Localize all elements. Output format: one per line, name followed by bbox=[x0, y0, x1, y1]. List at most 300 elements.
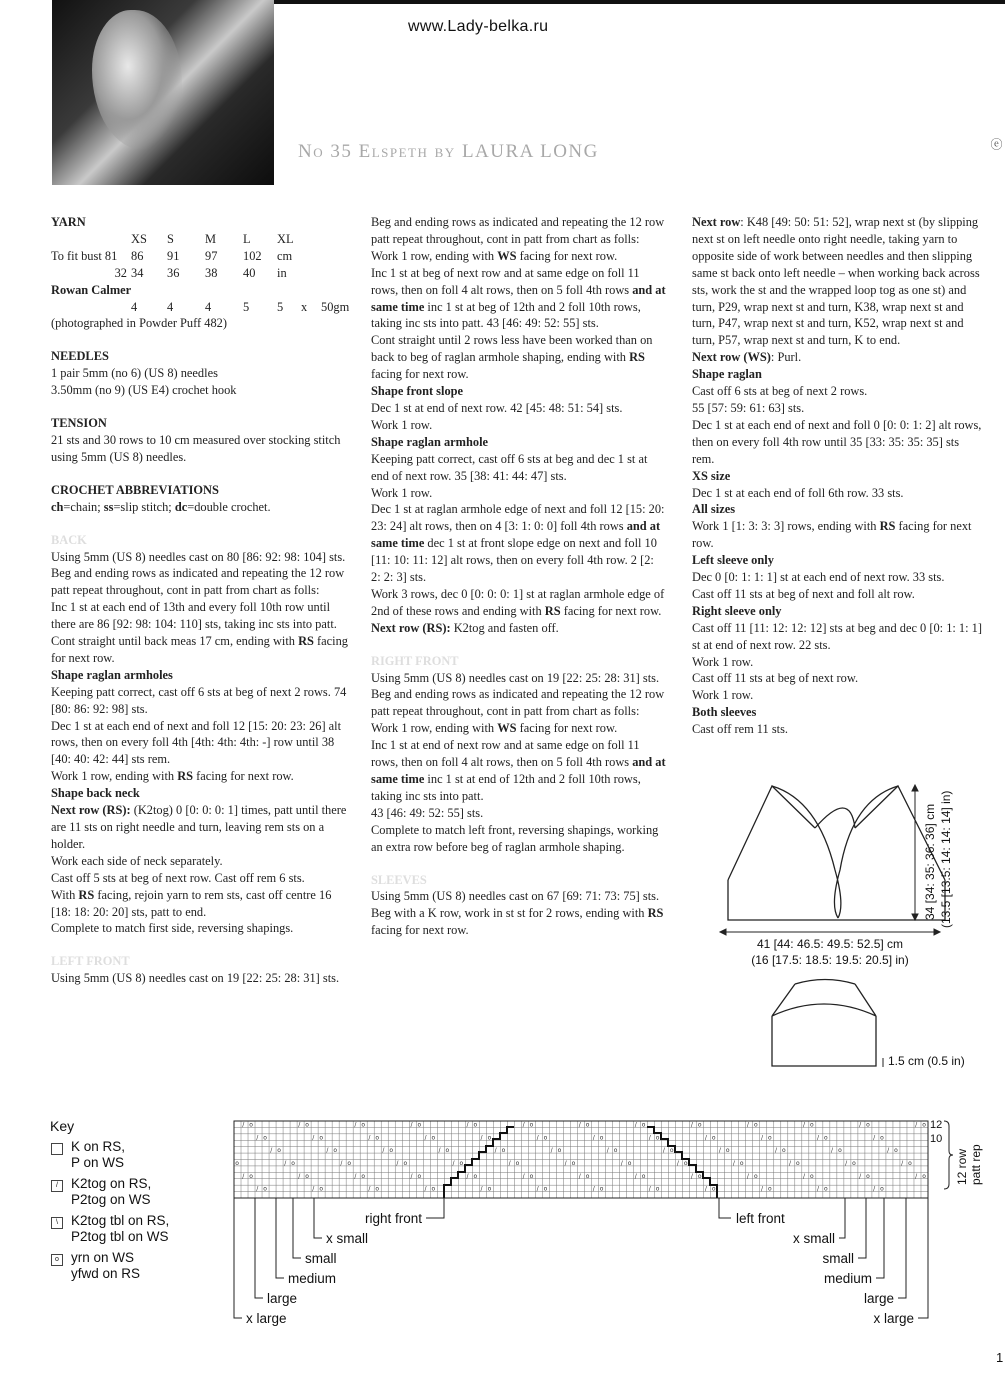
stitch-symbol: / bbox=[760, 1185, 763, 1193]
ball-weight: 50gm bbox=[321, 299, 350, 314]
stitch-symbol: o bbox=[697, 1172, 702, 1180]
instruction: Beg and ending rows as indicated and repeating the 12 row patt repeat throughout, cont in patt from chart as folls: bbox=[371, 215, 665, 246]
size-xs: XS bbox=[131, 231, 147, 246]
instruction: Work 1 [1: 3: 3: 3] rows, ending with RS facing for next row. bbox=[692, 519, 972, 551]
stitch-symbol: o bbox=[333, 1147, 338, 1155]
page-number: 1 bbox=[996, 1350, 1004, 1365]
size-label-right: x large bbox=[873, 1311, 914, 1326]
key-title: Key bbox=[50, 1118, 75, 1134]
site-url[interactable]: www.Lady-belka.ru bbox=[408, 18, 549, 35]
stitch-symbol: o bbox=[557, 1147, 562, 1155]
instruction: Complete to match first side, reversing shapings. bbox=[51, 921, 294, 936]
stitch-symbol: o bbox=[641, 1121, 646, 1129]
stitch-symbol: o bbox=[655, 1134, 660, 1142]
stitch-symbol: / bbox=[578, 1121, 581, 1129]
stitch-symbol: / bbox=[873, 1185, 876, 1193]
size-label-right: small bbox=[822, 1251, 854, 1266]
stitch-symbol: o bbox=[866, 1172, 870, 1180]
size-l: L bbox=[243, 231, 251, 246]
leader-medium-right bbox=[876, 1198, 884, 1278]
stitch-symbol: o bbox=[753, 1172, 758, 1180]
height-in-label: (13.5 [13.5: 14: 14: 14] in) bbox=[939, 790, 953, 928]
leader-small-right bbox=[858, 1198, 866, 1258]
instruction: Cast off 5 sts at beg of next row. Cast off rem 6 sts. bbox=[51, 870, 305, 885]
stitch-symbol: / bbox=[312, 1134, 315, 1142]
stitch-symbol: o bbox=[543, 1185, 548, 1193]
subheading: XS size bbox=[692, 468, 731, 483]
stitch-symbol: / bbox=[592, 1134, 595, 1142]
needles-line: 3.50mm (no 9) (US E4) crochet hook bbox=[51, 383, 237, 398]
garment-schematic bbox=[700, 770, 990, 1080]
column-1 bbox=[51, 214, 351, 987]
instruction: Cast off 11 sts at beg of next and foll alt row. bbox=[692, 586, 915, 601]
yarn-table bbox=[51, 231, 351, 282]
front-edge-curves bbox=[772, 786, 898, 918]
stitch-symbol: / bbox=[634, 1121, 637, 1129]
stitch-symbol: / bbox=[480, 1185, 483, 1193]
width-cm-label: 41 [44: 46.5: 49.5: 52.5] cm bbox=[756, 937, 904, 951]
instruction: Cast off 11 sts at beg of next row. bbox=[692, 671, 859, 686]
instruction: Dec 1 st at each end of next and foll 0 [0: 0: 1: 2] alt rows, then on every foll 4th row until 35 [33: 35: 35: 35] sts rem. bbox=[692, 417, 982, 466]
stitch-symbol: / bbox=[690, 1172, 693, 1180]
stitch-symbol: / bbox=[606, 1147, 609, 1155]
instruction: Dec 0 [0: 1: 1: 1] st at each end of next row. 33 sts. bbox=[692, 570, 945, 585]
height-cm-label: 34 [34: 35: 36: 36] cm bbox=[923, 803, 937, 920]
stitch-symbol: / bbox=[704, 1185, 707, 1193]
instruction: Keeping patt correct, cast off 6 sts at beg and dec 1 st at end of next row. 35 [38: 41: 44: 47] sts. bbox=[371, 451, 648, 483]
width-in-label: (16 [17.5: 18.5: 19.5: 20.5] in) bbox=[751, 953, 909, 967]
stitch-symbol: o bbox=[922, 1172, 926, 1180]
stitch-symbol: o bbox=[852, 1159, 856, 1167]
stitch-symbol: o bbox=[473, 1172, 478, 1180]
stitch-symbol: / bbox=[915, 1172, 918, 1180]
size-xl: XL bbox=[277, 231, 294, 246]
stitch-symbol: o bbox=[291, 1159, 295, 1167]
yarn-over-symbol-icon: o bbox=[51, 1254, 63, 1266]
size-label-left: x large bbox=[246, 1311, 287, 1326]
subheading: Shape front slope bbox=[371, 384, 464, 399]
tension-heading: TENSION bbox=[51, 416, 107, 431]
stitch-symbol: / bbox=[704, 1134, 707, 1142]
instruction: Beg and ending rows as indicated and repeating the 12 row patt repeat throughout, cont in patt from chart as folls: bbox=[51, 566, 345, 598]
stitch-symbol: / bbox=[256, 1134, 259, 1142]
stitch-symbol: / bbox=[788, 1159, 792, 1167]
stitch-symbol: / bbox=[648, 1185, 651, 1193]
stitch-symbol: / bbox=[410, 1121, 413, 1129]
instruction: Next row (WS): Purl. bbox=[692, 350, 802, 365]
leader-x-small bbox=[314, 1198, 322, 1238]
stitch-symbol: / bbox=[522, 1121, 525, 1129]
stitch-symbol: / bbox=[817, 1134, 820, 1142]
stitch-symbol: / bbox=[354, 1121, 357, 1129]
stitch-symbol: o bbox=[235, 1159, 239, 1167]
stitch-symbol: o bbox=[613, 1147, 618, 1155]
stitch-symbol: / bbox=[817, 1185, 820, 1193]
size-m: M bbox=[205, 231, 217, 246]
stitch-symbol: / bbox=[424, 1185, 427, 1193]
instruction: Keeping patt correct, cast off 6 sts at beg of next 2 rows. 74 [80: 86: 92: 98] sts. bbox=[51, 684, 347, 716]
chart-stitch-symbols bbox=[235, 1121, 926, 1192]
stitch-symbol: o bbox=[585, 1121, 590, 1129]
instruction: Cast off 11 [11: 12: 12: 12] sts at beg and dec 0 [0: 1: 1: 1] st at end of next row. 22 sts. bbox=[692, 620, 982, 652]
instruction: Work 1 row, ending with RS facing for next row. bbox=[51, 769, 294, 784]
crochet-heading: CROCHET ABBREVIATIONS bbox=[51, 482, 219, 497]
ball-count: 5 bbox=[243, 299, 250, 314]
stitch-symbol: / bbox=[438, 1147, 441, 1155]
stitch-symbol: o bbox=[767, 1185, 772, 1193]
stitch-symbol: / bbox=[242, 1172, 245, 1180]
stitch-symbol: / bbox=[508, 1159, 511, 1167]
stitch-symbol: / bbox=[746, 1121, 749, 1129]
stitch-symbol: / bbox=[452, 1159, 455, 1167]
stitch-symbol: o bbox=[501, 1147, 506, 1155]
stitch-symbol: / bbox=[592, 1185, 595, 1193]
stitch-symbol: / bbox=[803, 1121, 806, 1129]
stitch-symbol: o bbox=[810, 1121, 814, 1129]
stitch-symbol: o bbox=[515, 1159, 520, 1167]
instruction: Work 1 row, ending with WS facing for next row. bbox=[371, 248, 618, 263]
stitch-symbol: / bbox=[466, 1121, 469, 1129]
stitch-symbol: / bbox=[620, 1159, 623, 1167]
stitch-symbol: / bbox=[915, 1121, 918, 1129]
size-label-left: large bbox=[267, 1291, 298, 1306]
photo-note: (photographed in Powder Puff 482) bbox=[51, 316, 227, 331]
shoulder-outline bbox=[728, 786, 945, 880]
subheading: All sizes bbox=[692, 502, 736, 517]
instruction: Dec 1 st at each end of foll 6th row. 33 sts. bbox=[692, 485, 904, 500]
leader-x-large-right bbox=[918, 1198, 928, 1318]
stitch-symbol: o bbox=[529, 1121, 534, 1129]
bust-cm: 86 bbox=[131, 248, 144, 263]
stitch-symbol: o bbox=[599, 1134, 604, 1142]
bust-cm: 102 bbox=[243, 248, 262, 263]
yarn-heading: YARN bbox=[51, 215, 86, 229]
instruction: Work 1 row. bbox=[692, 688, 754, 703]
stitch-symbol: o bbox=[375, 1134, 380, 1142]
stitch-symbol: o bbox=[473, 1121, 478, 1129]
stitch-symbol: / bbox=[718, 1147, 721, 1155]
stitch-symbol: o bbox=[445, 1147, 450, 1155]
stitch-symbol: o bbox=[319, 1134, 323, 1142]
stitch-symbol: o bbox=[305, 1172, 309, 1180]
right-front-heading: RIGHT FRONT bbox=[371, 653, 459, 668]
stitch-symbol: o bbox=[249, 1121, 253, 1129]
stitch-symbol: / bbox=[312, 1185, 315, 1193]
subheading: Right sleeve only bbox=[692, 603, 782, 618]
stitch-symbol: / bbox=[340, 1159, 343, 1167]
subheading: Shape raglan bbox=[692, 367, 762, 382]
stitch-symbol: o bbox=[389, 1147, 394, 1155]
stitch-symbol: o bbox=[249, 1172, 253, 1180]
instruction: Cont straight until 2 rows less have been worked than on back to beg of raglan armhole shaping, ending with RS facing for next row. bbox=[371, 333, 653, 382]
size-label-right: medium bbox=[823, 1271, 872, 1286]
stitch-symbol: / bbox=[676, 1159, 679, 1167]
row-10-label: 10 bbox=[930, 1133, 943, 1145]
right-front-leader bbox=[426, 1198, 444, 1218]
instruction: Using 5mm (US 8) needles cast on 19 [22: 25: 28: 31] sts. bbox=[51, 971, 340, 986]
in-unit: in bbox=[277, 265, 287, 280]
stitch-symbol: / bbox=[536, 1134, 539, 1142]
ball-count: 4 bbox=[131, 299, 138, 314]
leader-x-small-right bbox=[839, 1198, 845, 1238]
instruction: Next row (RS): K2tog and fasten off. bbox=[371, 620, 559, 635]
stitch-symbol: o bbox=[431, 1185, 436, 1193]
size-label-left: medium bbox=[288, 1271, 337, 1286]
instruction: Work 3 rows, dec 0 [0: 0: 0: 1] st at raglan armhole edge of 2nd of these rows and ending with RS facing for next row. bbox=[371, 586, 665, 618]
needles-line: 1 pair 5mm (no 6) (US 8) needles bbox=[51, 366, 218, 381]
bust-cm: 97 bbox=[205, 248, 218, 263]
stitch-symbol: o bbox=[571, 1159, 576, 1167]
leader-large-right bbox=[898, 1198, 906, 1298]
instruction: Using 5mm (US 8) needles cast on 80 [86: 92: 98: 104] sts. bbox=[51, 549, 346, 564]
stitch-symbol: / bbox=[466, 1172, 469, 1180]
subheading: Both sleeves bbox=[692, 705, 757, 720]
back-heading: BACK bbox=[51, 532, 87, 547]
stitch-symbol: o bbox=[361, 1121, 366, 1129]
bust-in: 34 bbox=[131, 265, 144, 280]
stitch-symbol: / bbox=[550, 1147, 553, 1155]
instruction: Work 1 row. bbox=[371, 485, 433, 500]
stitch-symbol: o bbox=[711, 1134, 716, 1142]
stitch-symbol: o bbox=[880, 1134, 884, 1142]
stitch-symbol: / bbox=[396, 1159, 399, 1167]
instruction: Inc 1 st at end of next row and at same edge on foll 11 rows, then on foll 4 alt rows, then on 5 foll 4th rows and at same time inc 1 st at end of 12th and 2 foll 10th rows, taking inc sts into patt. bbox=[371, 738, 666, 803]
edge-logo-icon: ⓔ bbox=[989, 138, 1003, 150]
stitch-symbol: / bbox=[634, 1172, 637, 1180]
sleeve-outline bbox=[772, 980, 876, 1067]
stitch-symbol: / bbox=[887, 1147, 890, 1155]
stitch-symbol: o bbox=[361, 1172, 366, 1180]
stitch-symbol: o bbox=[824, 1185, 828, 1193]
instruction: Work each side of neck separately. bbox=[51, 853, 223, 868]
subheading: Shape raglan armhole bbox=[371, 434, 489, 449]
instruction: Using 5mm (US 8) needles cast on 19 [22: 25: 28: 31] sts. bbox=[371, 670, 660, 685]
sleeves-heading: SLEEVES bbox=[371, 872, 427, 887]
stitch-symbol: / bbox=[578, 1172, 581, 1180]
instruction: 55 [57: 59: 61: 63] sts. bbox=[692, 400, 805, 415]
bust-in: 36 bbox=[167, 265, 180, 280]
bust-in: 40 bbox=[243, 265, 256, 280]
stitch-symbol: / bbox=[873, 1134, 876, 1142]
stitch-symbol: o bbox=[487, 1134, 492, 1142]
stitch-symbol: o bbox=[417, 1172, 422, 1180]
stitch-symbol: / bbox=[536, 1185, 539, 1193]
stitch-symbol: / bbox=[859, 1172, 862, 1180]
stitch-symbol: / bbox=[774, 1147, 778, 1155]
stitch-symbol: o bbox=[585, 1172, 590, 1180]
stitch-symbol: o bbox=[796, 1159, 800, 1167]
size-label-right: large bbox=[863, 1291, 894, 1306]
row-12-label: 12 bbox=[930, 1119, 943, 1131]
stitch-symbol: o bbox=[894, 1147, 898, 1155]
subheading: Shape back neck bbox=[51, 786, 140, 801]
repeat-label-1: 12 row bbox=[955, 1148, 969, 1185]
bust-in: 32 bbox=[114, 265, 127, 280]
stitch-symbol: / bbox=[564, 1159, 567, 1167]
stitch-symbol: / bbox=[298, 1121, 301, 1129]
stitch-symbol: o bbox=[459, 1159, 464, 1167]
stitch-symbol: / bbox=[284, 1159, 287, 1167]
instruction: Work 1 row. bbox=[371, 417, 433, 432]
yarn-name: Rowan Calmer bbox=[51, 282, 132, 297]
stitch-symbol: o bbox=[725, 1147, 730, 1155]
left-front-heading: LEFT FRONT bbox=[51, 954, 130, 969]
stitch-symbol: / bbox=[494, 1147, 497, 1155]
size-s: S bbox=[167, 231, 174, 246]
instruction: Beg with a K row, work in st st for 2 rows, ending with RS facing for next row. bbox=[371, 906, 664, 938]
stitch-symbol: / bbox=[648, 1134, 651, 1142]
stitch-symbol: o bbox=[375, 1185, 380, 1193]
instruction: 43 [46: 49: 52: 55] sts. bbox=[371, 805, 484, 820]
stitch-symbol: o bbox=[263, 1185, 267, 1193]
stitch-symbol: o bbox=[697, 1121, 702, 1129]
stitch-symbol: / bbox=[256, 1185, 259, 1193]
k2tog-tbl-symbol-icon: \ bbox=[51, 1217, 63, 1229]
column-2 bbox=[371, 214, 666, 939]
stitch-symbol: / bbox=[354, 1172, 357, 1180]
stitch-symbol: / bbox=[298, 1172, 301, 1180]
stitch-symbol: o bbox=[543, 1134, 548, 1142]
stitch-symbol: / bbox=[270, 1147, 273, 1155]
instruction: Cast off 6 sts at beg of next 2 rows. bbox=[692, 384, 868, 399]
yarn-balls bbox=[51, 299, 351, 316]
stitch-symbol: / bbox=[382, 1147, 385, 1155]
fit-label: To fit bust 81 bbox=[51, 248, 118, 263]
left-front-label: left front bbox=[736, 1211, 785, 1226]
stitch-symbol: / bbox=[424, 1134, 427, 1142]
subheading: Shape raglan armholes bbox=[51, 667, 173, 682]
instruction: Cast off rem 11 sts. bbox=[692, 722, 789, 737]
bust-cm: 91 bbox=[167, 248, 180, 263]
stitch-symbol: o bbox=[417, 1121, 422, 1129]
pattern-title: No 35 Elspeth by LAURA LONG bbox=[298, 141, 599, 162]
instruction: Beg and ending rows as indicated and repeating the 12 row patt repeat throughout, cont in patt from chart as folls: bbox=[371, 687, 665, 719]
instruction: Dec 1 st at each end of next and foll 12 [15: 20: 23: 26] alt rows, then on every foll 4th [4th: 4th: 4th: -] row until 38 [40: 40: 42: 44] sts rem. bbox=[51, 718, 342, 767]
stitch-symbol: o bbox=[305, 1121, 309, 1129]
stitch-symbol: o bbox=[319, 1185, 323, 1193]
stitch-symbol: o bbox=[487, 1185, 492, 1193]
instruction: Dec 1 st at raglan armhole edge of next and foll 12 [15: 20: 23: 24] alt rows, then on 4 [3: 1: 0: 0] foll 4th rows and at same time dec 1 st at front slope edge on next and foll 10 [11: 10: 11: 12] alt rows, then on every foll 4th row. 2 [2: 2: 2: 3] sts. bbox=[371, 502, 665, 585]
stitch-chart bbox=[0, 1105, 1005, 1335]
ball-count: 4 bbox=[205, 299, 212, 314]
stitch-symbol: o bbox=[529, 1172, 534, 1180]
stitch-symbol: o bbox=[641, 1172, 646, 1180]
stitch-symbol: o bbox=[655, 1185, 660, 1193]
top-border bbox=[274, 0, 1005, 4]
model-photo bbox=[52, 0, 274, 185]
needles-heading: NEEDLES bbox=[51, 349, 109, 364]
instruction: Dec 1 st at end of next row. 42 [45: 48: 51: 54] sts. bbox=[371, 400, 623, 415]
ball-count: 5 bbox=[277, 299, 284, 314]
leader-small bbox=[293, 1198, 301, 1258]
stitch-symbol: / bbox=[831, 1147, 834, 1155]
instruction: Next row (RS): (K2tog) 0 [0: 0: 0: 1] times, patt until there are 11 sts on right needle and turn, leaving rem sts on a holder. bbox=[51, 803, 347, 851]
x-label: x bbox=[301, 299, 308, 314]
size-label-left: small bbox=[305, 1251, 337, 1266]
size-label-right: x small bbox=[792, 1231, 835, 1246]
stitch-symbol: / bbox=[522, 1172, 525, 1180]
photo-highlight bbox=[92, 10, 182, 150]
subheading: Left sleeve only bbox=[692, 553, 774, 568]
instruction: Using 5mm (US 8) needles cast on 67 [69: 71: 73: 75] sts. bbox=[371, 889, 660, 904]
instruction: Inc 1 st at each end of 13th and every foll 10th row until there are 86 [92: 98: 104: 110] sts, taking inc sts into patt. bbox=[51, 600, 337, 632]
instruction: Next row: K48 [49: 50: 51: 52], wrap next st (by slipping next st on left needle onto right needle, taking yarn to opposite side of work between needles and then slipping same st back onto left needle – when working back across sts, work the st and the wrapped loop tog as one st) and turn, P29, wrap next st and turn, K38, wrap next st and turn, P47, wrap next st and turn, K52, wrap next st and turn, P57, wrap next st and turn, K to end. bbox=[692, 215, 980, 348]
stitch-symbol: / bbox=[803, 1172, 806, 1180]
stitch-symbol: o bbox=[767, 1134, 772, 1142]
key-label: K2tog tbl on RS, P2tog tbl on WS bbox=[71, 1213, 170, 1244]
stitch-symbol: o bbox=[810, 1172, 814, 1180]
stitch-symbol: o bbox=[403, 1159, 408, 1167]
ball-count: 4 bbox=[167, 299, 174, 314]
stitch-symbol: o bbox=[880, 1185, 884, 1193]
stitch-symbol: / bbox=[662, 1147, 665, 1155]
stitch-symbol: o bbox=[599, 1185, 604, 1193]
stitch-symbol: o bbox=[277, 1147, 281, 1155]
stitch-symbol: o bbox=[824, 1134, 828, 1142]
stitch-symbol: o bbox=[781, 1147, 786, 1155]
stitch-symbol: / bbox=[732, 1159, 735, 1167]
instruction: With RS facing, rejoin yarn to rem sts, cast off centre 16 [18: 18: 20: 20] sts, patt to end. bbox=[51, 887, 332, 919]
size-label-left: x small bbox=[326, 1231, 369, 1246]
repeat-label-2: patt rep bbox=[969, 1144, 983, 1185]
instruction: Complete to match left front, reversing shapings, working an extra row before beg of raglan armhole shaping. bbox=[371, 822, 659, 854]
leader-large bbox=[255, 1198, 263, 1298]
stitch-symbol: / bbox=[859, 1121, 862, 1129]
k2tog-symbol-icon: / bbox=[51, 1180, 63, 1192]
stitch-symbol: o bbox=[669, 1147, 674, 1155]
crochet-abbreviations: ch=chain; ss=slip stitch; dc=double crochet. bbox=[51, 499, 271, 514]
stitch-symbol: / bbox=[480, 1134, 483, 1142]
column-3 bbox=[692, 214, 982, 738]
stitch-symbol: o bbox=[263, 1134, 267, 1142]
stitch-symbol: / bbox=[690, 1121, 693, 1129]
instruction: Work 1 row. bbox=[692, 654, 754, 669]
stitch-symbol: o bbox=[866, 1121, 870, 1129]
stitch-symbol: o bbox=[838, 1147, 842, 1155]
cm-unit: cm bbox=[277, 248, 293, 263]
stitch-symbol: / bbox=[901, 1159, 904, 1167]
stitch-symbol: o bbox=[753, 1121, 758, 1129]
key-label: K on RS, P on WS bbox=[71, 1139, 126, 1170]
sleeve-depth-label: 1.5 cm (0.5 in) bbox=[888, 1054, 965, 1068]
stitch-symbol: / bbox=[368, 1134, 371, 1142]
instruction: Cont straight until back meas 17 cm, ending with RS facing for next row. bbox=[51, 634, 348, 665]
key-label: K2tog on RS, P2tog on WS bbox=[71, 1176, 152, 1207]
leader-medium bbox=[276, 1198, 284, 1278]
stitch-symbol: / bbox=[410, 1172, 413, 1180]
stitch-symbol: o bbox=[739, 1159, 744, 1167]
stitch-symbol: o bbox=[627, 1159, 632, 1167]
stitch-symbol: o bbox=[431, 1134, 436, 1142]
instruction: Inc 1 st at beg of next row and at same edge on foll 11 rows, then on foll 4 alt rows, then on 5 foll 4th rows and at same time inc 1 st at beg of 12th and 2 foll 10th rows, taking inc sts into patt. 43 [46: 49: 52: 55] sts. bbox=[371, 265, 666, 331]
key-label: yrn on WS yfwd on RS bbox=[71, 1250, 141, 1281]
bust-in: 38 bbox=[205, 265, 218, 280]
leader-x-large bbox=[234, 1198, 242, 1318]
stitch-symbol: o bbox=[711, 1185, 716, 1193]
tension-text: 21 sts and 30 rows to 10 cm measured over stocking stitch using 5mm (US 8) needles. bbox=[51, 432, 341, 464]
stitch-symbol: / bbox=[845, 1159, 848, 1167]
stitch-symbol: o bbox=[347, 1159, 352, 1167]
stitch-symbol: o bbox=[683, 1159, 688, 1167]
repeat-bracket bbox=[944, 1121, 953, 1189]
stitch-symbol: / bbox=[760, 1134, 763, 1142]
stitch-symbol: / bbox=[368, 1185, 371, 1193]
stitch-symbol: o bbox=[922, 1121, 926, 1129]
stitch-symbol: / bbox=[326, 1147, 329, 1155]
stitch-symbol: o bbox=[908, 1159, 912, 1167]
right-front-label: right front bbox=[364, 1211, 422, 1226]
instruction: Work 1 row, ending with WS facing for next row. bbox=[371, 721, 618, 736]
